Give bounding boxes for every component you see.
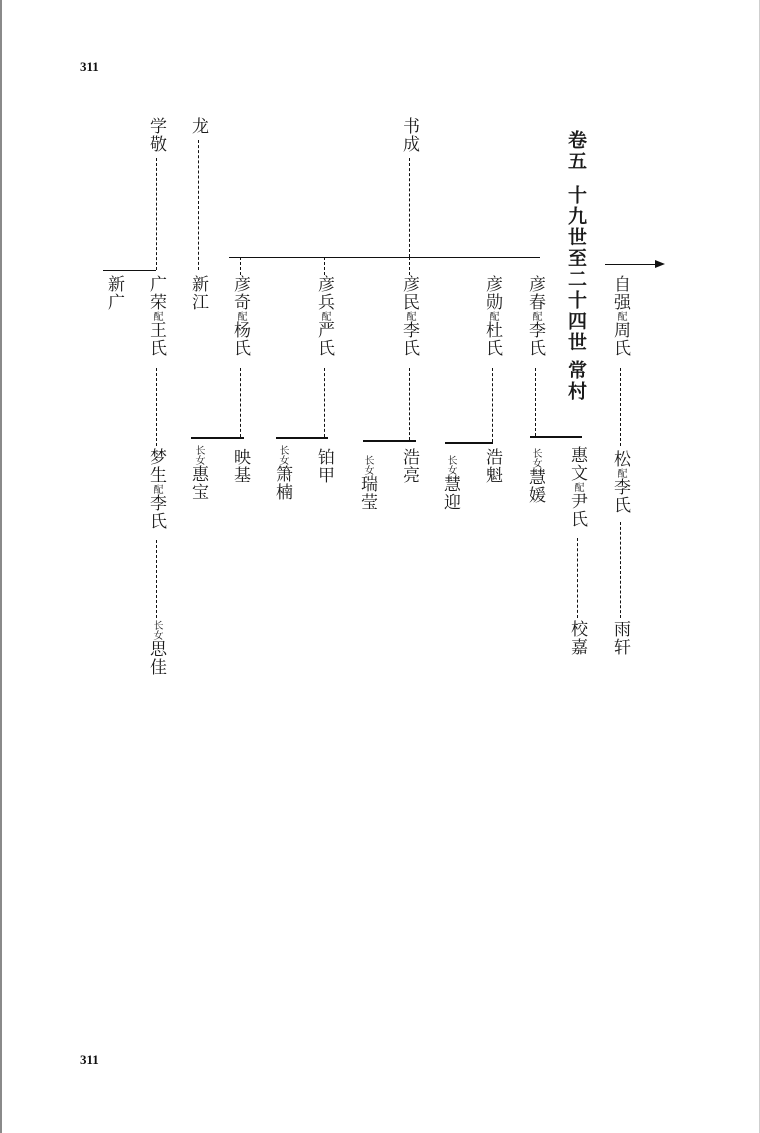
title-branch: 常村 [565,360,587,402]
children-connector [530,436,582,438]
person-yuxuan: 雨轩 [610,620,630,656]
person-name: 思佳 [146,640,166,676]
descent-line [240,257,241,275]
pei-mark: 配 [319,311,330,321]
person-shucheng: 书成 [399,117,419,153]
person-yanchun [525,275,545,357]
descent-line [324,257,325,275]
person-name: 惠宝 [188,465,208,501]
person-yanxun [482,275,502,357]
person-huiwen [567,446,587,528]
person-name: 彦民 [399,275,419,311]
descent-line [324,368,325,437]
page-number-top: 311 [80,59,99,74]
continuation-arrow-shaft [605,264,657,265]
children-connector [445,442,493,444]
person-huiyuan [525,448,545,504]
person-xinjiang: 新江 [188,275,208,311]
person-name: 彦奇 [230,275,250,311]
pei-mark: 配 [151,484,162,494]
descent-line [492,368,493,442]
pei-mark: 配 [530,311,541,321]
person-ziqiang [610,275,630,357]
person-haokui: 浩魁 [482,448,502,484]
descent-line [156,540,157,618]
person-spouse: 王氏 [146,321,166,357]
person-spouse: 杨氏 [230,321,250,357]
person-name: 彦兵 [314,275,334,311]
children-connector [191,437,244,439]
person-long: 龙 [188,117,208,135]
person-name: 慧迎 [440,475,460,511]
person-spouse: 李氏 [399,321,419,357]
person-xuejing: 学敬 [146,117,166,153]
pei-mark: 配 [235,311,246,321]
pei-mark: 配 [615,468,626,478]
person-song [610,450,630,514]
person-yingji: 映基 [230,448,250,484]
continuation-arrow-icon [655,260,665,268]
person-ruiying [357,455,377,511]
descent-line [620,522,621,618]
person-name: 自强 [610,275,630,311]
children-connector [363,440,416,442]
person-name: 彦春 [525,275,545,311]
eldest-daughter-mark: 长女 [277,445,288,465]
person-yanqi [230,275,250,357]
person-xiaojia: 校嘉 [567,620,587,656]
eldest-daughter-mark: 长女 [445,455,456,475]
person-yanbing [314,275,334,357]
page-number-bottom: 311 [80,1052,99,1067]
person-yanmin [399,275,419,357]
person-spouse: 李氏 [610,478,630,514]
title-volume: 卷五 [565,130,587,172]
descent-line [409,368,410,440]
person-spouse: 尹氏 [567,492,587,528]
title-generations: 十九世至二十四世 [565,185,587,353]
person-huibao [188,445,208,501]
person-xiaonan [272,445,292,501]
descent-line [409,158,410,257]
pei-mark: 配 [404,311,415,321]
descent-line [535,368,536,436]
person-spouse: 严氏 [314,321,334,357]
person-spouse: 周氏 [610,321,630,357]
person-spouse: 李氏 [146,494,166,530]
children-connector [276,437,328,439]
person-bojia: 铂甲 [314,448,334,484]
person-name: 梦生 [146,448,166,484]
descent-line [577,538,578,618]
descent-line [198,140,199,270]
person-spouse: 杜氏 [482,321,502,357]
eldest-daughter-mark: 长女 [151,620,162,640]
person-guangrong [146,275,166,357]
eldest-daughter-mark: 长女 [193,445,204,465]
descent-line [620,368,621,446]
page-left-border [0,0,2,1133]
person-name: 彦勋 [482,275,502,311]
person-name: 松 [610,450,630,468]
children-connector [103,270,156,271]
eldest-daughter-mark: 长女 [362,455,373,475]
person-huiying [440,455,460,511]
person-name: 瑞莹 [357,475,377,511]
person-sijia [146,620,166,676]
person-name: 慧媛 [525,468,545,504]
descent-line [156,368,157,446]
sibling-connector [229,257,540,258]
person-name: 惠文 [567,446,587,482]
pei-mark: 配 [151,311,162,321]
person-name: 广荣 [146,275,166,311]
person-xinguang: 新广 [104,275,124,311]
person-name: 箫楠 [272,465,292,501]
person-mengsheng [146,448,166,530]
eldest-daughter-mark: 长女 [530,448,541,468]
descent-line [156,158,157,270]
person-haoliang: 浩亮 [399,448,419,484]
pei-mark: 配 [487,311,498,321]
descent-line [240,368,241,437]
descent-line [409,257,410,275]
pei-mark: 配 [572,482,583,492]
pei-mark: 配 [615,311,626,321]
person-spouse: 李氏 [525,321,545,357]
